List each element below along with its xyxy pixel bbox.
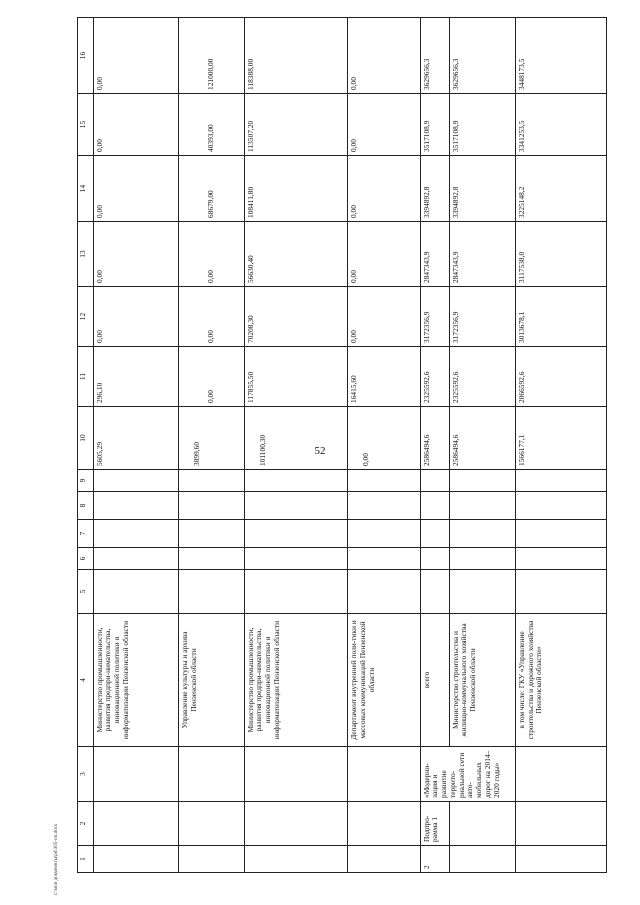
cell-empty [515, 520, 606, 548]
cell-value: 3394892,8 [420, 156, 449, 222]
cell-value: 1566177,1 [515, 407, 606, 470]
cell-empty [244, 548, 348, 570]
cell-value: 3172356,9 [420, 287, 449, 347]
cell-title [179, 747, 244, 802]
cell-empty [348, 520, 420, 548]
cell-empty [515, 492, 606, 520]
table-row [244, 18, 348, 873]
cell-value: 2066592,6 [515, 347, 606, 407]
cell-value: 0,00 [93, 156, 179, 222]
cell-value: 0,00 [93, 287, 179, 347]
cell-index [179, 846, 244, 873]
cell-value: 0,00 [348, 94, 420, 156]
cell-value: 118388,00 [244, 18, 348, 94]
page-number: 52 [314, 445, 326, 457]
cell-value: 108411,80 [244, 156, 348, 222]
header-cell: 9 [78, 470, 94, 492]
table-row [515, 18, 606, 873]
header-cell: 12 [78, 287, 94, 347]
cell-title: «Модерни-зация и развитие террито-риальной сети авто-мобильных дорог на 2014–2020 годы» [420, 747, 515, 802]
cell-value: 0,00 [348, 222, 420, 287]
cell-empty [348, 470, 420, 492]
cell-value: 0,00 [348, 18, 420, 94]
cell-value: 40393,00 [179, 94, 244, 156]
cell-executor: Министерство промышленности, развития предпри-нимательства, инновационной политики и информатизации Пензенской области [93, 614, 179, 747]
cell-executor: Департамент внутренней поли-тики и массовых коммуникаций Пензенской области [348, 614, 420, 747]
table-row [93, 18, 179, 873]
header-cell: 11 [78, 347, 94, 407]
footer-file-path: c:\мои документы\pd\305-пп.docx [54, 823, 59, 895]
cell-empty [179, 470, 244, 492]
cell-empty [93, 470, 179, 492]
cell-program [179, 802, 244, 846]
cell-value: 5605,29 [93, 407, 179, 470]
cell-empty [244, 492, 348, 520]
cell-index [515, 846, 606, 873]
cell-value: 68679,00 [179, 156, 244, 222]
cell-empty [420, 470, 449, 492]
cell-empty [449, 470, 515, 492]
cell-value: 3899,60 [179, 407, 244, 470]
cell-value: 3517108,9 [420, 94, 449, 156]
cell-empty [348, 492, 420, 520]
header-cell: 16 [78, 18, 94, 94]
cell-value: 0,00 [93, 222, 179, 287]
cell-value: 0,00 [348, 156, 420, 222]
cell-program: Подпро-рамма 1 [420, 802, 449, 846]
rotated-table-container [77, 18, 607, 873]
cell-program [244, 802, 348, 846]
cell-value: 0,00 [179, 222, 244, 287]
cell-index [449, 846, 515, 873]
table-row [179, 18, 244, 873]
cell-empty [93, 548, 179, 570]
cell-value: 3172356,9 [449, 287, 515, 347]
table-row [348, 18, 420, 873]
cell-value: 56630,40 [244, 222, 348, 287]
cell-value: 3225148,2 [515, 156, 606, 222]
cell-value: 3629656,3 [420, 18, 449, 94]
cell-executor: Министерство строительства и жилищно-коммунального хозяйства Пензенской области [449, 614, 515, 747]
cell-value: 121000,00 [179, 18, 244, 94]
header-cell: 8 [78, 492, 94, 520]
cell-value: 0,00 [179, 347, 244, 407]
cell-executor: в том числе: ГКУ «Управление строительства и дорожного хозяйства Пензенской области» [515, 614, 606, 747]
cell-program [515, 802, 606, 846]
table-row [420, 18, 449, 873]
cell-executor: Министерство промышленности, развития предпри-нимательства, инновационной политики и информатизации Пензенской области [244, 614, 348, 747]
cell-empty [93, 520, 179, 548]
cell-value: 2847343,9 [449, 222, 515, 287]
cell-executor: Управление культуры и архива Пензенской области [179, 614, 244, 747]
cell-empty [179, 520, 244, 548]
cell-value: 3117538,0 [515, 222, 606, 287]
cell-value: 2586494,6 [449, 407, 515, 470]
cell-empty [348, 548, 420, 570]
cell-empty [244, 470, 348, 492]
cell-program [449, 802, 515, 846]
cell-title [93, 747, 179, 802]
cell-value: 70208,30 [244, 287, 348, 347]
cell-value: 0,00 [93, 94, 179, 156]
cell-value: 0,00 [179, 287, 244, 347]
cell-empty [179, 548, 244, 570]
header-cell: 5 [78, 570, 94, 614]
cell-empty [420, 570, 449, 614]
cell-value: 3629656,3 [449, 18, 515, 94]
cell-empty [420, 492, 449, 520]
table-row [449, 18, 515, 873]
cell-empty [244, 570, 348, 614]
cell-executor: всего [420, 614, 449, 747]
cell-empty [179, 570, 244, 614]
header-cell: 1 [78, 846, 94, 873]
cell-value: 3394892,8 [449, 156, 515, 222]
header-cell: 2 [78, 802, 94, 846]
cell-value: 0,00 [93, 18, 179, 94]
cell-empty [449, 520, 515, 548]
header-cell: 13 [78, 222, 94, 287]
cell-value: 296,10 [93, 347, 179, 407]
cell-value: 3013678,1 [515, 287, 606, 347]
header-cell: 6 [78, 548, 94, 570]
cell-empty [420, 520, 449, 548]
cell-index [244, 846, 348, 873]
header-cell: 4 [78, 614, 94, 747]
cell-empty [515, 570, 606, 614]
cell-title [244, 747, 348, 802]
cell-value: 2325592,6 [420, 347, 449, 407]
cell-title [515, 747, 606, 802]
cell-program [93, 802, 179, 846]
cell-program [348, 802, 420, 846]
cell-value: 113507,20 [244, 94, 348, 156]
cell-value: 3448173,5 [515, 18, 606, 94]
cell-empty [449, 548, 515, 570]
cell-value: 101100,30 [244, 407, 348, 470]
cell-value: 2847343,9 [420, 222, 449, 287]
funding-table [77, 17, 607, 873]
cell-empty [420, 548, 449, 570]
header-cell: 14 [78, 156, 94, 222]
header-cell: 15 [78, 94, 94, 156]
cell-empty [93, 492, 179, 520]
header-row [78, 18, 94, 873]
cell-empty [93, 570, 179, 614]
cell-index [93, 846, 179, 873]
cell-empty [515, 470, 606, 492]
cell-value: 2586494,6 [420, 407, 449, 470]
header-cell: 7 [78, 520, 94, 548]
cell-empty [348, 570, 420, 614]
cell-value: 117855,50 [244, 347, 348, 407]
cell-title [348, 747, 420, 802]
cell-value: 16415,60 [348, 347, 420, 407]
cell-empty [449, 492, 515, 520]
header-cell: 3 [78, 747, 94, 802]
cell-empty [449, 570, 515, 614]
cell-value: 2325592,6 [449, 347, 515, 407]
cell-empty [179, 492, 244, 520]
cell-empty [244, 520, 348, 548]
header-cell: 10 [78, 407, 94, 470]
cell-index [348, 846, 420, 873]
cell-empty [515, 548, 606, 570]
cell-value: 0,00 [348, 287, 420, 347]
cell-value: 3341253,5 [515, 94, 606, 156]
cell-index: 2 [420, 846, 449, 873]
cell-value: 3517108,9 [449, 94, 515, 156]
cell-value: 0,00 [348, 407, 420, 470]
